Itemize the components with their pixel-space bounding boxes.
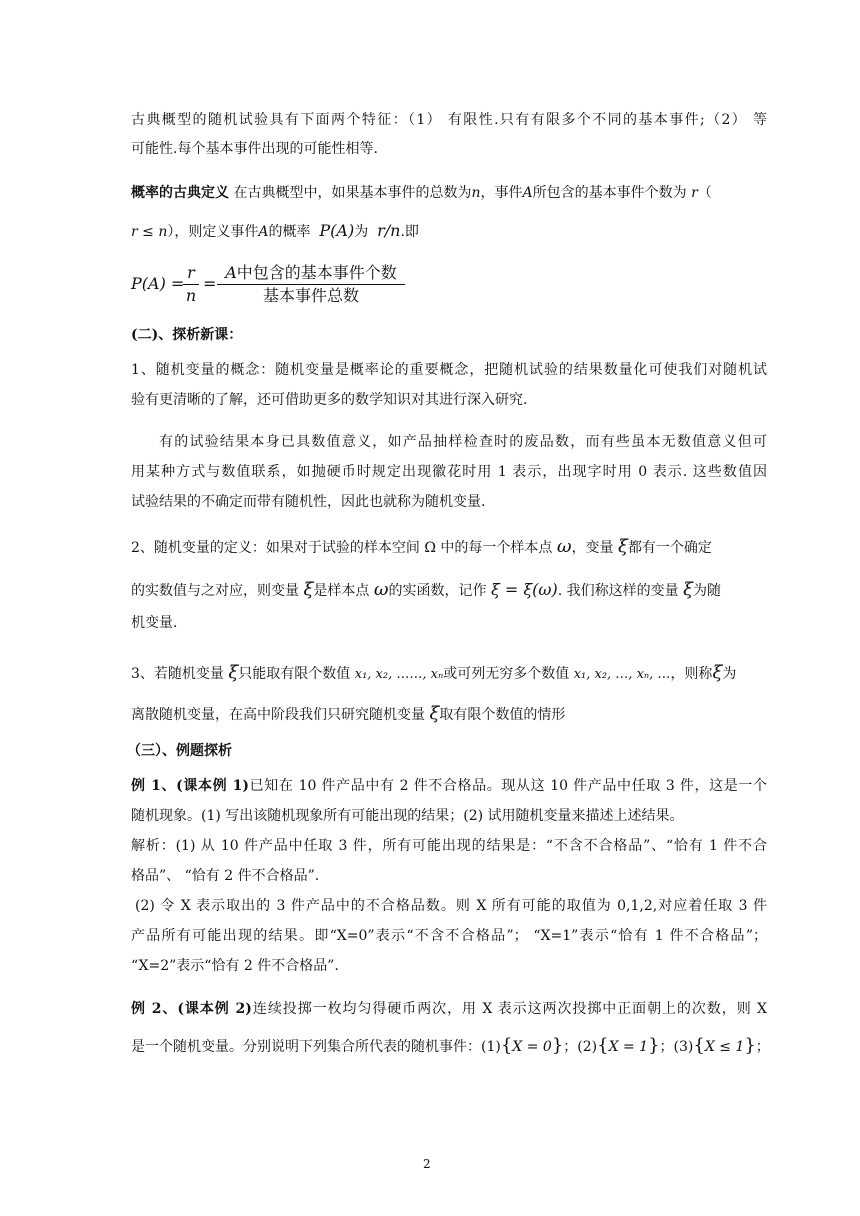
math-omega-capital: Ω [424, 540, 436, 556]
text: 中的每一个样本点 [440, 540, 553, 556]
formula-equals: = [203, 274, 217, 293]
math-probability: P(A) [319, 221, 355, 240]
text-line [131, 704, 565, 725]
text-line: “X=2”表示“恰有 2 件不合格品”. [131, 958, 339, 974]
fraction-denominator: 基本事件总数 [217, 284, 405, 307]
math-a: A [522, 185, 533, 201]
fraction-r-over-n [183, 262, 199, 307]
text: 在古典概型中，如果基本事件的总数为 [229, 185, 472, 201]
text-line [131, 663, 736, 685]
text: （ [697, 185, 712, 201]
math-xi: ξ [228, 662, 239, 683]
brace-left: { [693, 1035, 705, 1056]
fraction-numerator: r [187, 263, 195, 282]
text-line: 可能性.每个基本事件出现的可能性相等. [131, 141, 378, 157]
text: ； [755, 1039, 770, 1055]
text-line: 解析：(1) 从 10 件产品中任取 3 件，所有可能出现的结果是：“不含不合格品”、“恰有 1 件不合 [131, 838, 767, 854]
text: . 我们称这样的变量 [557, 583, 679, 599]
math-xi: ξ [618, 536, 628, 557]
fraction-event-count [217, 262, 405, 307]
text: ，事件 [480, 185, 523, 201]
section-heading: （三）、例题探析 [127, 743, 232, 759]
text: 为 [354, 224, 369, 240]
text: 的实函数，记作 [388, 583, 487, 599]
text-line: 验有更清晰的了解，还可借助更多的数学知识对其进行深入研究. [131, 392, 528, 408]
brace-right: } [744, 1035, 756, 1056]
text: 为随 [692, 583, 721, 599]
text: 的概率 [268, 224, 311, 240]
example-line [131, 776, 767, 796]
text: 中包含的基本事件个数 [236, 263, 397, 282]
text-line: 古典概型的随机试验具有下面两个特征：（1） 有限性.只有有限多个不同的基本事件;（2） 等 [131, 112, 767, 128]
text: ；(3) [659, 1039, 694, 1055]
page-number: 2 [423, 1157, 431, 1171]
example-label: 例 2、(课本例 2) [131, 1001, 252, 1017]
math-xi: ξ [683, 579, 693, 600]
math-set-1: X = 0 [512, 1039, 552, 1055]
fraction-numerator [217, 262, 405, 284]
text: (1) [481, 1039, 501, 1055]
text-line: 机变量. [131, 615, 178, 631]
text-line [131, 580, 721, 601]
math-omega: ω [556, 536, 572, 557]
text: 取有限个数值的情形 [439, 707, 566, 723]
text: 的实数值与之对应，则变量 [131, 583, 299, 599]
brace-left: { [500, 1035, 513, 1056]
text-line: 格品”、 “恰有 2 件不合格品”. [131, 868, 320, 884]
text: ；(2) [563, 1039, 598, 1055]
text-line: 试验结果的不确定而带有随机性，因此也就称为随机变量. [131, 494, 486, 510]
math-set-2: X = 1 [608, 1039, 649, 1055]
text-line: 1、随机变量的概念：随机变量是概率论的重要概念，把随机试验的结果数量化可使我们对随机试 [131, 362, 767, 378]
math-omega: ω [373, 579, 389, 600]
text-line: 随机现象。(1) 写出该随机现象所有可能出现的结果；(2) 试用随机变量来描述上述结果。 [131, 808, 684, 824]
text: 是一个随机变量。分别说明下列集合所代表的随机事件： [131, 1039, 481, 1055]
text: 或可列无穷多个数值 [443, 666, 570, 682]
math-equation: ξ = ξ(ω) [490, 580, 558, 599]
text: 连续投掷一枚均匀得硬币两次，用 X 表示这两次投掷中正面朝上的次数，则 X [251, 1001, 767, 1017]
definition-line [131, 183, 712, 203]
text: ），则定义事件 [167, 224, 259, 240]
text-line: (2) 令 X 表示取出的 3 件产品中的不合格品数。则 X 所有可能的取值为 0,1,2,对应着任取 3 件 [135, 898, 767, 914]
text-line: 产品所有可能出现的结果。即“X=0”表示“不含不合格品”； “X=1”表示“恰有 1 件不合格品”； [131, 928, 767, 944]
math-r: r [691, 185, 698, 201]
text: 已知在 10 件产品中有 2 件不合格品。现从这 10 件产品中任取 3 件，这是一个 [249, 778, 768, 794]
text: 都有一个确定 [627, 540, 712, 556]
text-line: 用某种方式与数值联系，如抛硬币时规定出现徽花时用 1 表示，出现字时用 0 表示. 这些数值因 [131, 464, 767, 480]
text-line [131, 537, 712, 558]
math-ratio: r/n [377, 221, 401, 240]
math-condition: r ≤ n [131, 224, 168, 240]
text: .即 [400, 224, 419, 240]
math-n: n [471, 185, 481, 201]
text: 为 [722, 666, 737, 682]
text: 离散随机变量，在高中阶段我们只研究随机变量 [131, 707, 425, 723]
text-line [131, 1036, 770, 1057]
brace-right: } [648, 1035, 660, 1056]
example-label: 例 1、(课本例 1) [131, 778, 250, 794]
formula-lhs: P(A) = [131, 274, 185, 293]
brace-left: { [597, 1035, 609, 1056]
text: ，则称 [670, 666, 713, 682]
text: 所包含的基本事件个数为 [532, 185, 687, 201]
definition-title: 概率的古典定义 [131, 185, 229, 201]
math-xi: ξ [712, 662, 723, 683]
text-line: 有的试验结果本身已具数值意义，如产品抽样检查时的废品数，而有些虽本无数值意义但可 [159, 434, 767, 450]
text: 3、若随机变量 [131, 666, 224, 682]
section-heading: (二)、探析新课： [131, 327, 243, 343]
text: 是样本点 [313, 583, 370, 599]
math-values-finite: x₁, x₂, ……, xₙ [354, 667, 444, 682]
math-set-3: X ≤ 1 [704, 1039, 745, 1055]
fraction-denominator: n [183, 284, 199, 307]
text: 只能取有限个数值 [238, 666, 351, 682]
example-line [131, 999, 767, 1019]
text: ，变量 [571, 540, 614, 556]
math-a: A [258, 224, 269, 240]
text: 2、随机变量的定义：如果对于试验的样本空间 [131, 540, 420, 556]
math-xi: ξ [303, 579, 314, 600]
math-xi: ξ [429, 703, 440, 724]
math-values-infinite: x₁, x₂, …, xₙ, … [573, 667, 671, 682]
definition-line [131, 221, 419, 242]
brace-right: } [551, 1035, 564, 1056]
math-a: A [225, 263, 237, 282]
